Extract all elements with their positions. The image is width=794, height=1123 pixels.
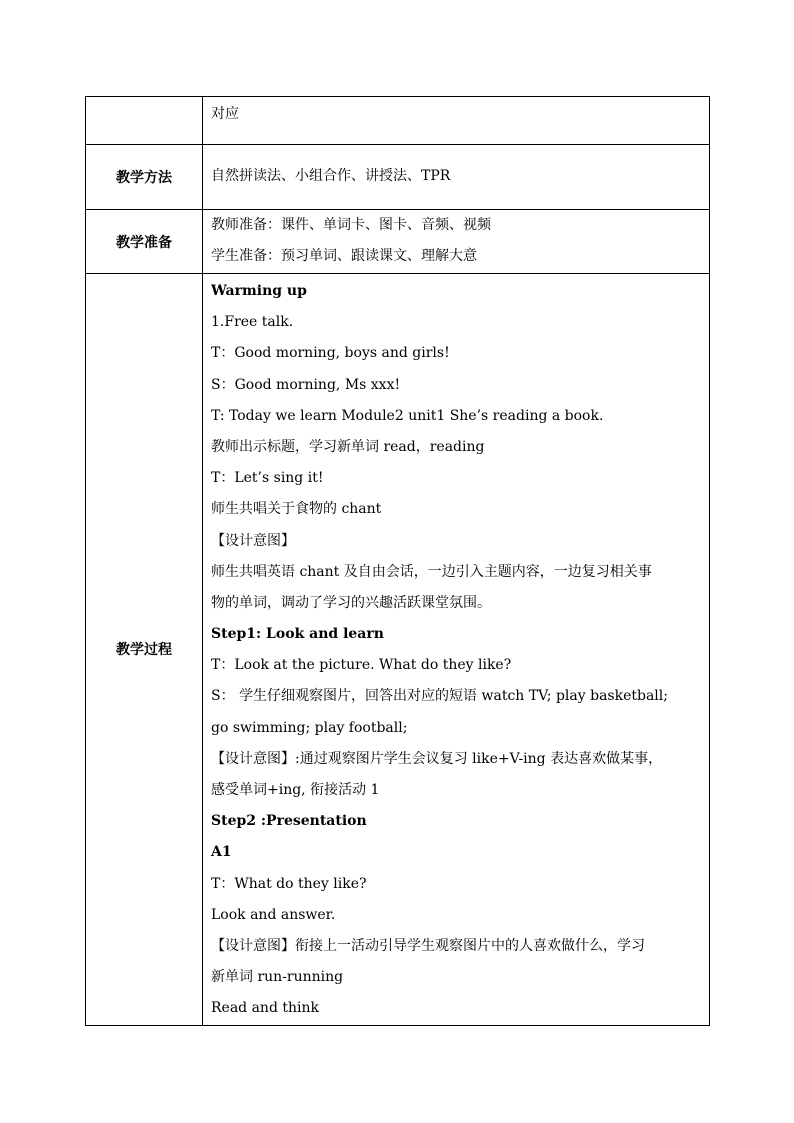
table-row xyxy=(86,145,710,210)
row-label-teaching-method: 教学方法 xyxy=(86,145,203,210)
text-line: 1.Free talk. xyxy=(211,314,294,331)
text-line: 新单词 run-running xyxy=(211,969,344,986)
section-heading: Warming up xyxy=(211,283,307,299)
row-label xyxy=(86,97,203,145)
text-line: 感受单词+ing, 衔接活动 1 xyxy=(211,782,380,798)
text-line: T：What do they like? xyxy=(211,875,367,892)
row-label-teaching-process: 教学过程 xyxy=(86,274,203,1026)
text-line: T：Look at the picture. What do they like? xyxy=(211,657,512,674)
text-line: T: Today we learn Module2 unit1 She’s reading a book. xyxy=(211,407,604,424)
lesson-plan-table xyxy=(85,96,710,1026)
text-line: 学生准备：预习单词、跟读课文、理解大意 xyxy=(211,248,477,265)
text-line: 师生共唱关于食物的 chant xyxy=(211,501,382,518)
text-line: 【设计意图】:通过观察图片学生会议复习 like+V-ing 表达喜欢做某事， xyxy=(211,750,663,767)
table-row xyxy=(86,97,710,145)
text-line: Read and think xyxy=(211,1000,319,1017)
section-heading: Step1: Look and learn xyxy=(211,626,384,643)
text-line: Look and answer. xyxy=(211,906,336,923)
text-line: T：Good morning, boys and girls! xyxy=(211,345,450,362)
text-line: 自然拼读法、小组合作、讲授法、TPR xyxy=(211,168,451,185)
text-line: go swimming; play football; xyxy=(211,719,408,736)
section-heading: A1 xyxy=(211,844,232,861)
row-label-teaching-preparation: 教学准备 xyxy=(86,210,203,274)
text-line: 【设计意图】 xyxy=(211,532,295,549)
text-line: 【设计意图】衔接上一活动引导学生观察图片中的人喜欢做什么，学习 xyxy=(211,937,645,954)
text-line: 物的单词，调动了学习的兴趣活跃课堂氛围。 xyxy=(211,594,491,611)
text-line: 师生共唱英语 chant 及自由会话，一边引入主题内容，一边复习相关事 xyxy=(211,563,652,580)
row-content xyxy=(203,274,710,1026)
text-line: S：Good morning, Ms xxx! xyxy=(211,376,401,393)
text-line: 教师出示标题，学习新单词 read，reading xyxy=(211,438,485,455)
table-row xyxy=(86,274,710,1026)
row-content xyxy=(203,210,710,274)
text-line: 教师准备：课件、单词卡、图卡、音频、视频 xyxy=(211,217,491,233)
row-content xyxy=(203,97,710,145)
text-line: S： 学生仔细观察图片，回答出对应的短语 watch TV; play basketball; xyxy=(211,688,668,705)
text-line: 对应 xyxy=(211,106,239,122)
section-heading: Step2 :Presentation xyxy=(211,813,367,830)
row-content xyxy=(203,145,710,210)
text-line: T：Let’s sing it! xyxy=(211,470,324,487)
table-row xyxy=(86,210,710,274)
